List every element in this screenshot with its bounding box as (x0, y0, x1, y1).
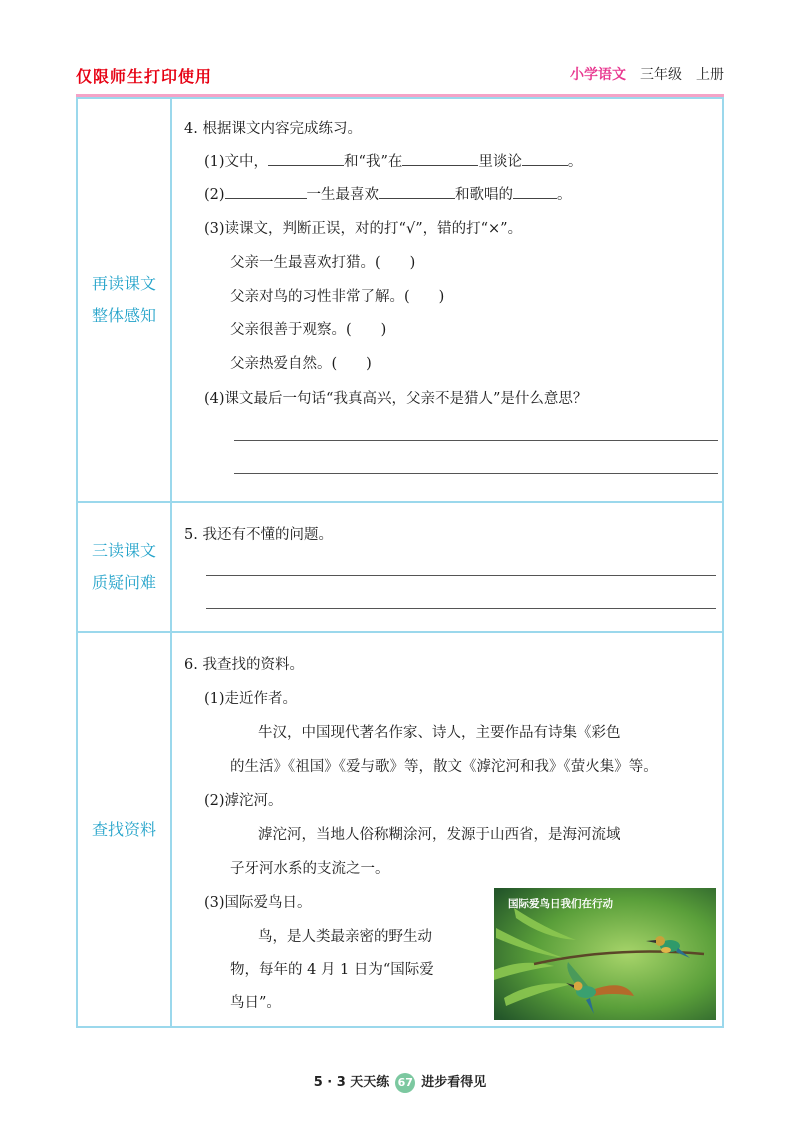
question-4-3: (3)读课文，判断正误，对的打“√”，错的打“×”。 (204, 221, 523, 237)
judge-item: 父亲很善于观察。( ) (230, 322, 387, 338)
text: 。 (557, 187, 572, 203)
material-1-title: (1)走近作者。 (204, 691, 298, 707)
question-4-1 (204, 150, 582, 171)
paragraph-line: 子牙河水系的支流之一。 (230, 861, 390, 877)
page-number: 67 (395, 1073, 415, 1093)
text: (1)文中， (204, 154, 269, 170)
section-research (78, 633, 722, 1026)
book-info (556, 64, 724, 84)
text: 和歌唱的 (455, 187, 514, 203)
answer-line[interactable] (234, 473, 718, 474)
paragraph-line: 滹沱河，当地人俗称糊涂河，发源于山西省，是海河流域 (258, 827, 621, 843)
bird-day-photo (494, 888, 716, 1020)
answer-line[interactable] (206, 608, 716, 609)
fill-blank[interactable] (379, 184, 455, 199)
bird-photo-svg (494, 888, 716, 1020)
judge-item: 父亲一生最喜欢打猎。( ) (230, 255, 416, 271)
fill-blank[interactable] (268, 151, 344, 166)
material-2-title: (2)滹沱河。 (204, 793, 283, 809)
section-label (78, 99, 172, 501)
text: 一生最喜欢 (306, 187, 380, 203)
section-label-line: 整体感知 (91, 306, 156, 325)
section-label-line: 查找资料 (91, 819, 156, 839)
judge-item: 父亲热爱自然。( ) (230, 356, 372, 372)
judge-item: 父亲对鸟的习性非常了解。( ) (230, 289, 445, 305)
text: 。 (567, 154, 583, 170)
print-notice: 仅限师生打印使用 (76, 67, 213, 86)
section-label-line: 三读课文 (91, 541, 156, 560)
text: 里谈论 (478, 154, 522, 170)
paragraph-line: 鸟，是人类最亲密的野生动 (258, 929, 432, 945)
fill-blank[interactable] (402, 151, 478, 166)
paragraph-line: 牛汉，中国现代著名作家、诗人，主要作品有诗集《彩色 (258, 725, 621, 741)
question-5-title: 5. 我还有不懂的问题。 (184, 527, 333, 543)
text: (2) (204, 187, 225, 203)
question-4-4: (4)课文最后一句话“我真高兴，父亲不是猎人”是什么意思？ (204, 391, 588, 407)
question-6-title: 6. 我查找的资料。 (184, 657, 304, 673)
footer-slogan: 进步看得见 (421, 1075, 487, 1090)
fill-blank[interactable] (225, 184, 307, 199)
worksheet-table (76, 97, 724, 1028)
section-content (172, 633, 722, 1026)
volume-label: 上册 (696, 67, 724, 83)
section-label (78, 503, 172, 631)
material-3-title: (3)国际爱鸟日。 (204, 895, 312, 911)
section-content (172, 503, 722, 631)
footer-brand: 5 · 3 天天练 (313, 1075, 390, 1090)
section-label (78, 633, 172, 1026)
section-label-line: 再读课文 (91, 274, 156, 293)
question-4-2 (204, 183, 572, 204)
grade-label: 三年级 (640, 67, 682, 83)
photo-caption: 国际爱鸟日我们在行动 (508, 898, 613, 910)
text: 和“我”在 (344, 154, 403, 170)
paragraph-line: 的生活》《祖国》《爱与歌》等，散文《滹沱河和我》《萤火集》等。 (230, 759, 658, 775)
fill-blank[interactable] (522, 151, 568, 166)
paragraph-line: 物，每年的 4 月 1 日为“国际爱 (230, 962, 434, 978)
section-question (78, 503, 722, 633)
section-content (172, 99, 722, 501)
page-footer (0, 1071, 800, 1093)
paragraph-line: 鸟日”。 (230, 995, 281, 1011)
fill-blank[interactable] (513, 184, 557, 199)
answer-line[interactable] (234, 440, 718, 441)
subject-label: 小学语文 (570, 67, 626, 83)
section-reread (78, 99, 722, 503)
section-label-line: 质疑问难 (91, 573, 156, 592)
answer-line[interactable] (206, 575, 716, 576)
question-4-title: 4. 根据课文内容完成练习。 (184, 121, 362, 137)
